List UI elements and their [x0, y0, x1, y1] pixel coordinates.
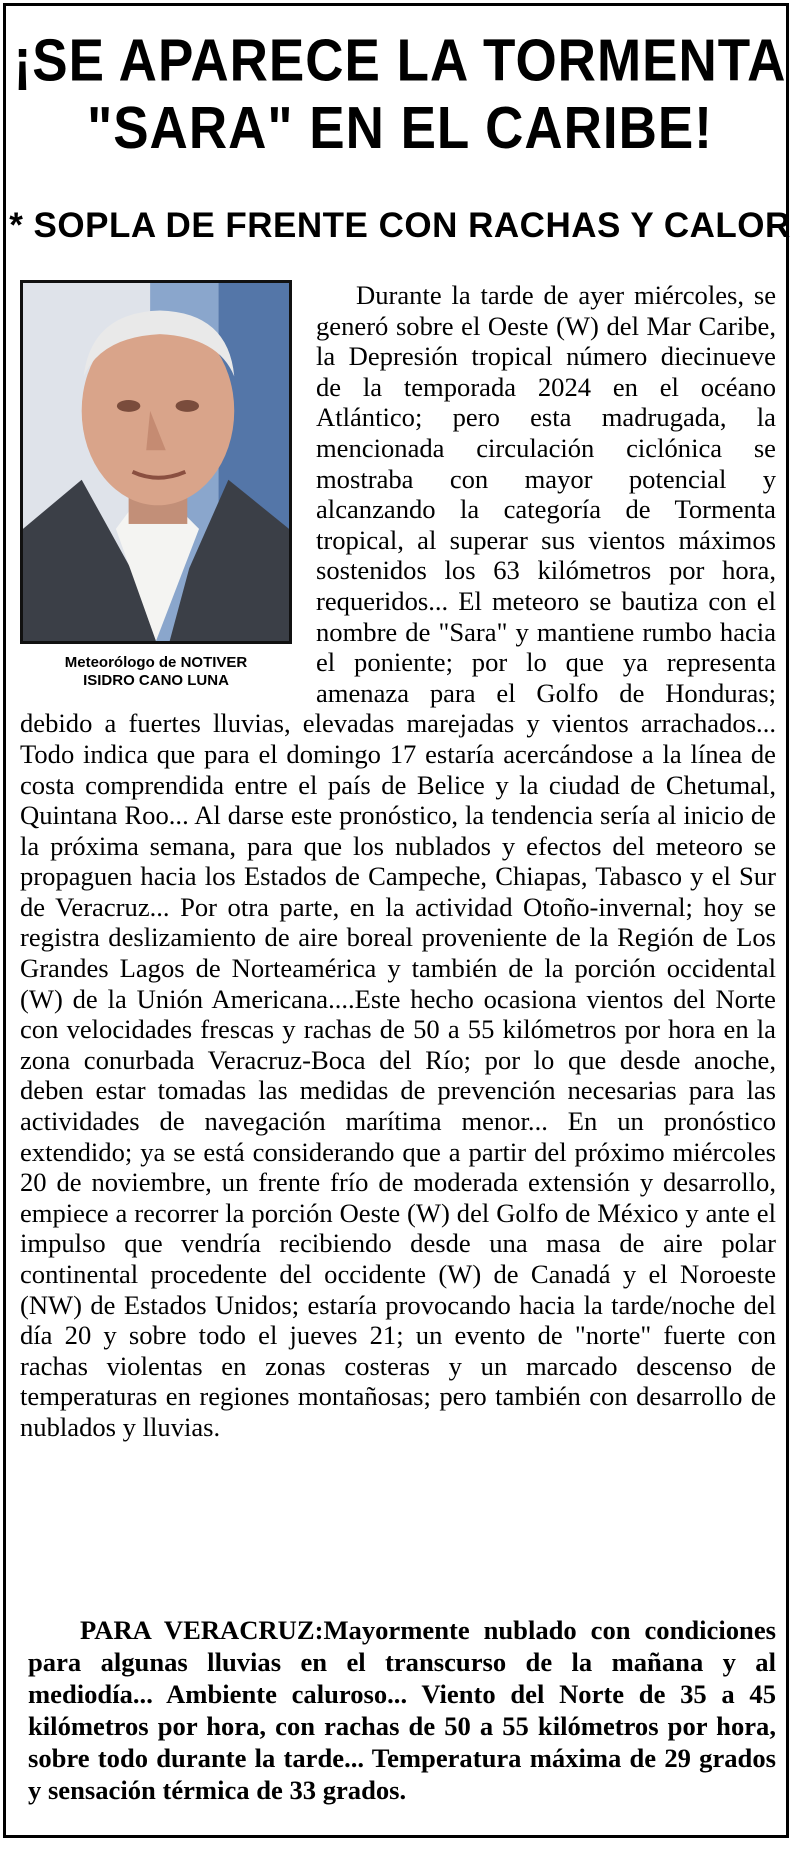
headline	[10, 28, 790, 162]
subheadline: * SOPLA DE FRENTE CON RACHAS Y CALOR	[9, 206, 791, 245]
portrait-photo-icon	[23, 283, 289, 641]
author-photo	[20, 280, 292, 644]
article-body-text: Durante la tarde de ayer miércoles, se generó sobre el Oeste (W) del Mar Caribe, la Depresión tropical número diecinueve de la temporada 2024 en el océano Atlántico; pero esta madrugada, la mencionada circulación ciclónica se mostraba con mayor potencial y alcanzando la categoría de Tormenta tropical, al superar sus vientos máximos sostenidos los 63 kilómetros por hora, requeridos... El meteoro se bautiza con el nombre de "Sara" y mantiene rumbo hacia el poniente; por lo que ya representa amenaza para el Golfo de Honduras; debido a fuertes lluvias, elevadas marejadas y vientos arrachados... Todo indica que para el domingo 17 estaría acercándose a la línea de costa comprendida entre el país de Belice y la ciudad de Chetumal, Quintana Roo... Al darse este pronóstico, la tendencia sería al inicio de la próxima semana, para que los nublados y efectos del meteoro se propaguen hacia los Estados de Campeche, Chiapas, Tabasco y el Sur de Veracruz... Por otra parte, en la actividad Otoño-invernal; hoy se registra deslizamiento de aire boreal proveniente de la Región de Los Grandes Lagos de Norteamérica y también de la porción occidental (W) de la Unión Americana....Este hecho ocasiona vientos del Norte con velocidades frescas y rachas de 50 a 55 kilómetros por hora en la zona conurbada Veracruz-Boca del Río; por lo que desde anoche, deben estar tomadas las medidas de prevención necesarias para las actividades de navegación marítima menor... En un pronóstico extendido; ya se está considerando que a partir del próximo miércoles 20 de noviembre, un frente frío de moderada extensión y desarrollo, empiece a recorrer la porción Oeste (W) del Golfo de México y ante el impulso que vendría recibiendo desde una masa de aire polar continental procedente del occidente (W) de Canadá y el Noroeste (NW) de Estados Unidos; estaría provocando hacia la tarde/noche del día 20 y sobre todo el jueves 21; un evento de "norte" fuerte con rachas violentas en zonas costeras y un marcado descenso de temperaturas en regiones montañosas; pero también con desarrollo de nublados y lluvias.	[20, 280, 776, 1442]
veracruz-forecast-text: PARA VERACRUZ:Mayormente nublado con condiciones para algunas lluvias en el transcurso de la mañana y al mediodía... Ambiente caluroso... Viento del Norte de 35 a 45 kilómetros por hora, con rachas de 50 a 55 kilómetros por hora, sobre todo durante la tarde... Temperatura máxima de 29 grados y sensación térmica de 33 grados.	[28, 1615, 776, 1805]
photo-caption	[20, 654, 292, 690]
veracruz-forecast-summary	[28, 1614, 776, 1806]
headline-line-2: "SARA" EN EL CARIBE!	[87, 95, 713, 162]
photo-caption-line-2: ISIDRO CANO LUNA	[83, 672, 229, 689]
headline-line-1: ¡SE APARECE LA TORMENTA	[13, 28, 787, 95]
photo-caption-line-1: Meteorólogo de NOTIVER	[64, 654, 248, 671]
